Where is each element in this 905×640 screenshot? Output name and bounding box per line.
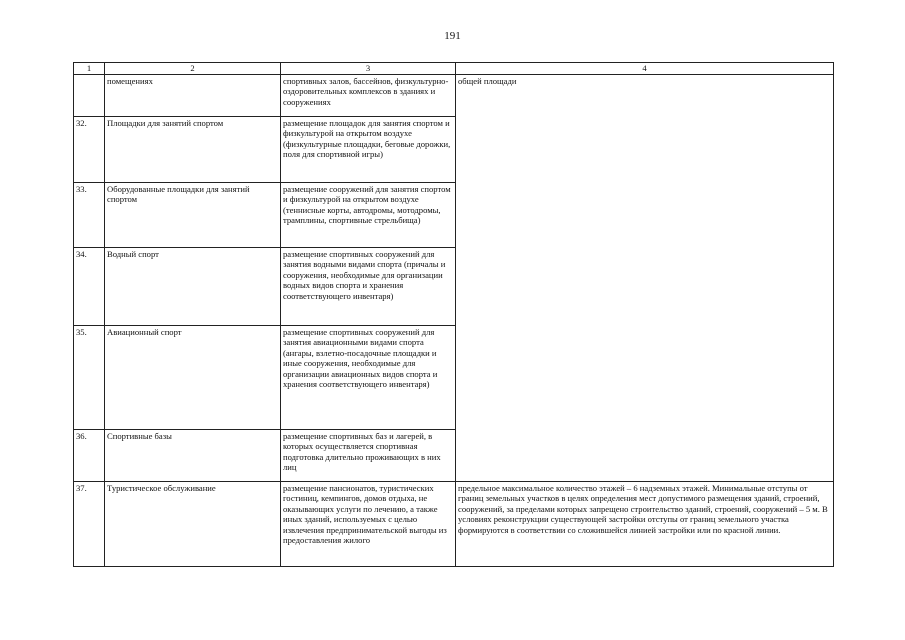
row-number: 34. [74,248,105,326]
row-number: 33. [74,183,105,248]
row-number: 37. [74,482,105,567]
use-type-description: размещение спортивных баз и лагерей, в которых осуществляется спортивная подготовка длительно проживающих в них лиц [281,430,456,482]
land-use-table [73,62,834,567]
column-header-3: 3 [281,63,456,75]
use-type-name: Спортивные базы [105,430,281,482]
row-number: 35. [74,326,105,430]
use-type-name: Туристическое обслуживание [105,482,281,567]
table-row [74,75,834,117]
use-type-description: размещение пансионатов, туристических гостиниц, кемпингов, домов отдыха, не оказывающих услуги по лечению, а также иных зданий, используемых с целью извлечения предпринимательской выгоды из предоставления жилого [281,482,456,567]
use-type-name: Авиационный спорт [105,326,281,430]
use-type-description: размещение сооружений для занятия спортом и физкультурой на открытом воздухе (теннисные корты, автодромы, мотодромы, трамплины, спортивные стрельбища) [281,183,456,248]
row-number: 32. [74,117,105,183]
use-type-name: Водный спорт [105,248,281,326]
use-type-description: спортивных залов, бассейнов, физкультурно-оздоровительных комплексов в зданиях и сооружениях [281,75,456,117]
page-number: 191 [444,30,461,42]
parameters-cell: общей площади [456,75,834,482]
use-type-name: Оборудованные площадки для занятий спортом [105,183,281,248]
table-header-row [74,63,834,75]
use-type-name: помещениях [105,75,281,117]
use-type-description: размещение спортивных сооружений для занятия водными видами спорта (причалы и сооружения, необходимые для организации водных видов спорта и хранения соответствующего инвентаря) [281,248,456,326]
row-number: 36. [74,430,105,482]
column-header-1: 1 [74,63,105,75]
column-header-2: 2 [105,63,281,75]
row-number [74,75,105,117]
use-type-description: размещение площадок для занятия спортом и физкультурой на открытом воздухе (физкультурные площадки, беговые дорожки, поля для спортивной игры) [281,117,456,183]
column-header-4: 4 [456,63,834,75]
table-row [74,482,834,567]
use-type-description: размещение спортивных сооружений для занятия авиационными видами спорта (ангары, взлетно-посадочные площадки и иные сооружения, необходимые для организации авиационных видов спорта и хранения соответствующего инвентаря) [281,326,456,430]
parameters-cell: предельное максимальное количество этажей – 6 надземных этажей. Минимальные отступы от границ земельных участков в целях определения мест допустимого размещения зданий, строений, сооружений, за пределами которых запрещено строительство зданий, строений, сооружений – 5 м. В условиях реконструкции существующей застройки отступы от границ земельного участка формируются в соответствии со сложившейся линией застройки или по красной линии. [456,482,834,567]
use-type-name: Площадки для занятий спортом [105,117,281,183]
